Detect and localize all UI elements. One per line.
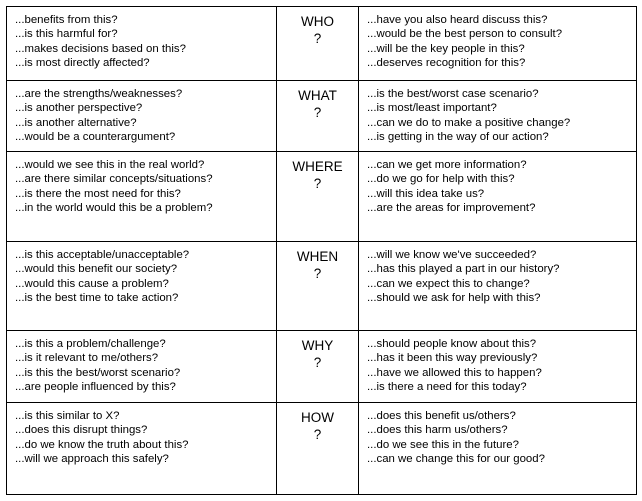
question-stem: ...has it been this way previously? bbox=[367, 352, 538, 365]
question-word: WHEN bbox=[296, 249, 339, 264]
question-stem: ...is there a need for this today? bbox=[367, 381, 527, 394]
table-row-who bbox=[7, 7, 637, 81]
question-mark: ? bbox=[313, 266, 322, 281]
right-questions-cell bbox=[359, 7, 637, 81]
question-stem: ...are people influenced by this? bbox=[15, 381, 176, 394]
question-word-cell bbox=[277, 152, 359, 242]
question-stem: ...will be the key people in this? bbox=[367, 42, 525, 55]
question-word: WHY bbox=[301, 338, 334, 353]
question-stem: ...in the world would this be a problem? bbox=[15, 202, 213, 215]
table-row-when bbox=[7, 242, 637, 331]
question-word-cell bbox=[277, 403, 359, 495]
question-word: WHO bbox=[301, 14, 334, 29]
question-stem: ...is another perspective? bbox=[15, 102, 143, 115]
question-stems-table bbox=[6, 6, 637, 495]
question-stem: ...does this benefit us/others? bbox=[367, 410, 516, 422]
question-stem: ...would this cause a problem? bbox=[15, 277, 169, 290]
table-row-where bbox=[7, 152, 637, 242]
question-stem: ...is getting in the way of our action? bbox=[367, 131, 549, 144]
question-mark: ? bbox=[313, 427, 322, 442]
question-stem: ...is this harmful for? bbox=[15, 28, 118, 41]
question-stem: ...benefits from this? bbox=[15, 14, 118, 26]
question-stem: ...can we do to make a positive change? bbox=[367, 116, 571, 129]
question-stem: ...can we change this for our good? bbox=[367, 453, 545, 466]
question-stem: ...is this acceptable/unacceptable? bbox=[15, 249, 190, 261]
right-questions-cell bbox=[359, 152, 637, 242]
left-questions-cell bbox=[7, 242, 277, 331]
question-word-cell bbox=[277, 81, 359, 152]
question-mark: ? bbox=[313, 31, 322, 46]
question-stem: ...has this played a part in our history? bbox=[367, 263, 560, 276]
question-mark: ? bbox=[313, 176, 322, 191]
table-row-why bbox=[7, 331, 637, 403]
right-questions-cell bbox=[359, 331, 637, 403]
question-stem: ...have you also heard discuss this? bbox=[367, 14, 548, 26]
left-questions-cell bbox=[7, 331, 277, 403]
question-word: WHAT bbox=[298, 88, 337, 103]
question-stem: ...would this benefit our society? bbox=[15, 263, 178, 276]
question-stem: ...can we expect this to change? bbox=[367, 277, 530, 290]
question-stem: ...do we see this in the future? bbox=[367, 438, 519, 451]
question-stem: ...are the areas for improvement? bbox=[367, 202, 536, 215]
question-word-cell bbox=[277, 7, 359, 81]
question-stem: ...deserves recognition for this? bbox=[367, 57, 526, 70]
left-questions-cell bbox=[7, 81, 277, 152]
question-stem: ...are there similar concepts/situations? bbox=[15, 173, 213, 186]
question-stem: ...do we go for help with this? bbox=[367, 173, 515, 186]
question-stem: ...is there the most need for this? bbox=[15, 187, 181, 200]
question-stem: ...will we approach this safely? bbox=[15, 453, 169, 466]
right-questions-cell bbox=[359, 81, 637, 152]
right-questions-cell bbox=[359, 403, 637, 495]
question-word: HOW bbox=[301, 410, 334, 425]
question-stem: ...do we know the truth about this? bbox=[15, 438, 189, 451]
question-stem: ...is this similar to X? bbox=[15, 410, 120, 422]
question-stem: ...is the best time to take action? bbox=[15, 292, 179, 305]
question-mark: ? bbox=[313, 105, 322, 120]
table-row-how bbox=[7, 403, 637, 495]
question-stem: ...is most/least important? bbox=[367, 102, 497, 115]
question-stem: ...is it relevant to me/others? bbox=[15, 352, 159, 365]
question-stem: ...will we know we've succeeded? bbox=[367, 249, 537, 261]
right-questions-cell bbox=[359, 242, 637, 331]
question-stem: ...does this disrupt things? bbox=[15, 424, 148, 437]
question-stem: ...have we allowed this to happen? bbox=[367, 366, 542, 379]
question-stem: ...is another alternative? bbox=[15, 116, 137, 129]
question-stem: ...would we see this in the real world? bbox=[15, 159, 205, 171]
question-stem: ...is this the best/worst scenario? bbox=[15, 366, 181, 379]
question-stem: ...should people know about this? bbox=[367, 338, 537, 350]
question-word-cell bbox=[277, 331, 359, 403]
left-questions-cell bbox=[7, 7, 277, 81]
question-word: WHERE bbox=[292, 159, 343, 174]
question-stem: ...does this harm us/others? bbox=[367, 424, 508, 437]
question-stem: ...will this idea take us? bbox=[367, 187, 485, 200]
left-questions-cell bbox=[7, 152, 277, 242]
question-stem: ...is the best/worst case scenario? bbox=[367, 88, 539, 100]
question-word-cell bbox=[277, 242, 359, 331]
question-stem: ...makes decisions based on this? bbox=[15, 42, 186, 55]
question-stem: ...would be a counterargument? bbox=[15, 131, 176, 144]
question-stem: ...would be the best person to consult? bbox=[367, 28, 563, 41]
table-row-what bbox=[7, 81, 637, 152]
question-mark: ? bbox=[313, 355, 322, 370]
question-stem: ...is this a problem/challenge? bbox=[15, 338, 166, 350]
question-stem: ...can we get more information? bbox=[367, 159, 527, 171]
question-stem: ...are the strengths/weaknesses? bbox=[15, 88, 183, 100]
left-questions-cell bbox=[7, 403, 277, 495]
question-stem: ...is most directly affected? bbox=[15, 57, 150, 70]
question-stem: ...should we ask for help with this? bbox=[367, 292, 541, 305]
